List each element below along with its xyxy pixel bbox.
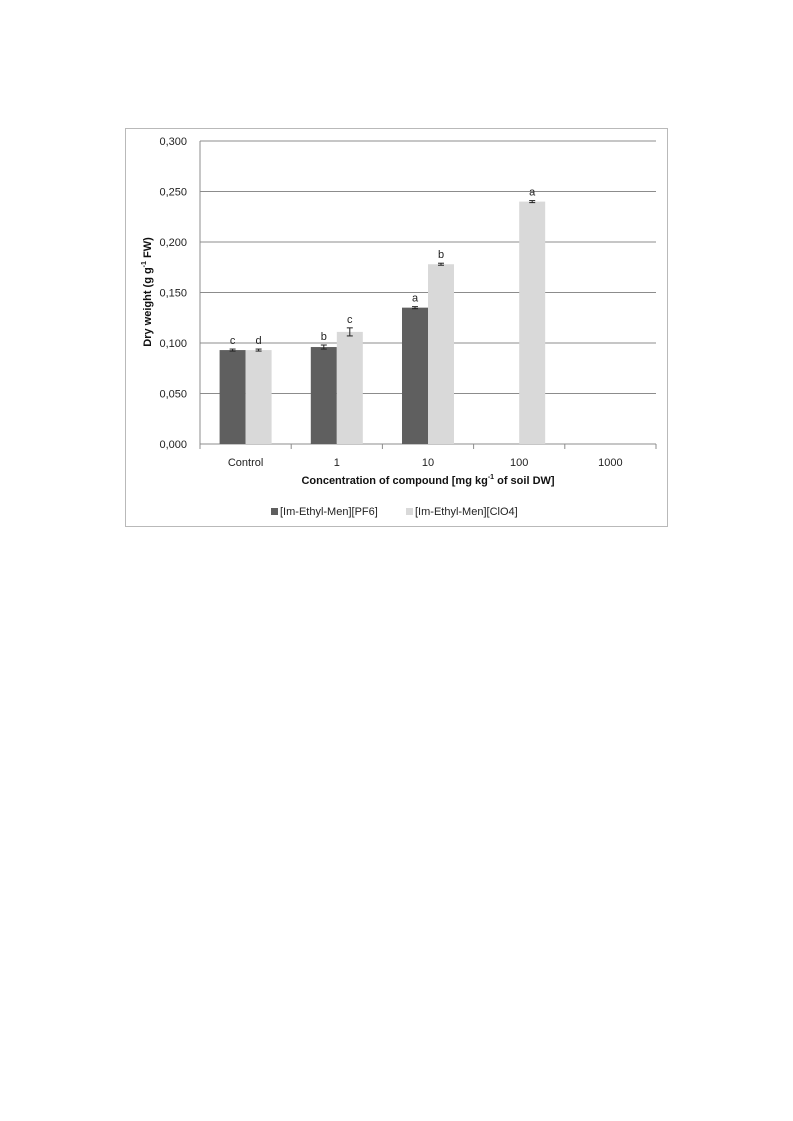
x-tick-label: 1000 [598,457,623,469]
bar [428,264,454,444]
significance-letter: c [229,335,236,348]
x-tick-label: 10 [421,457,435,469]
bars [220,202,546,444]
x-tick-label: Control [227,457,264,469]
x-tick-label: 1 [333,457,340,469]
y-tick-label: 0,050 [159,388,187,401]
significance-letter: a [529,186,536,199]
bar [519,202,545,444]
significance-labels [230,187,536,347]
y-tick-labels [159,136,187,451]
error-bars [230,201,536,351]
y-axis-title: Dry weight (g $g^{-1}$ FW) [141,237,154,347]
x-tick-labels [228,457,623,469]
significance-letter: a [411,292,419,305]
legend-label-clo4: [Im-Ethyl-Men][ClO4] [415,506,518,518]
y-tick-label: 0,100 [159,338,187,350]
bar [220,350,246,444]
significance-letter: b [437,249,445,262]
y-tick-label: 0,200 [159,237,187,249]
bar [311,347,337,444]
bar [402,308,428,444]
bar [337,332,363,444]
legend-swatch-clo4 [406,508,413,515]
legend-swatch-pf6 [271,508,278,515]
significance-letter: d [255,335,262,348]
y-tick-label: 0,250 [159,186,187,199]
legend [271,506,518,518]
significance-letter: c [347,313,353,326]
significance-letter: b [320,331,327,344]
bar [246,350,272,444]
x-axis-title: Concentration of compound [mg $kg^{-1}$ of soil DW] [301,474,555,487]
legend-label-pf6: [Im-Ethyl-Men][PF6] [280,506,378,518]
x-tick-label: 100 [510,457,529,469]
y-tick-label: 0,000 [159,439,187,451]
y-tick-label: 0,150 [159,287,187,300]
y-tick-label: 0,300 [159,136,187,148]
